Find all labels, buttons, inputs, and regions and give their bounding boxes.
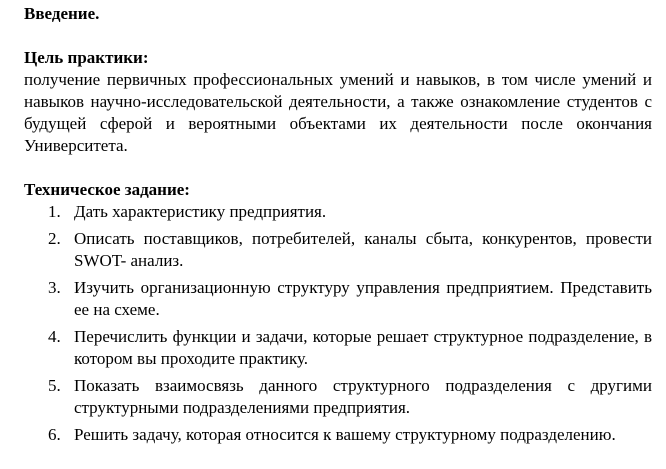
goal-heading: Цель практики: [24,48,149,67]
list-item [24,201,652,223]
spacer [24,25,652,47]
list-item-number: 5. [48,376,61,395]
intro-heading: Введение. [24,4,100,23]
list-item-text: Описать поставщиков, потребителей, каналы сбыта, конкурентов, провести SWOT- анализ. [74,229,652,270]
list-item [24,424,652,446]
list-item [24,277,652,321]
goal-paragraph: получение первичных профессиональных умений и навыков, в том числе умений и навыков научно-исследовательской деятельности, а также ознакомление студентов с будущей сферой и вероятными объектами их деятельности после окончания Университета. [24,70,652,155]
spacer [24,157,652,179]
list-item [24,375,652,419]
list-item-number: 1. [48,202,61,221]
list-item-text: Решить задачу, которая относится к вашему структурному подразделению. [74,425,616,444]
list-item-number: 4. [48,327,61,346]
list-item-text: Перечислить функции и задачи, которые решает структурное подразделение, в котором вы проходите практику. [74,327,652,368]
list-item-number: 2. [48,229,61,248]
list-item-text: Показать взаимосвязь данного структурного подразделения с другими структурными подразделениями предприятия. [74,376,652,417]
list-item-text: Изучить организационную структуру управления предприятием. Представить ее на схеме. [74,278,652,319]
list-item [24,326,652,370]
task-list [24,201,652,446]
task-heading: Техническое задание: [24,180,190,199]
list-item-number: 3. [48,278,61,297]
list-item-number: 6. [48,425,61,444]
list-item [24,228,652,272]
list-item-text: Дать характеристику предприятия. [74,202,327,221]
